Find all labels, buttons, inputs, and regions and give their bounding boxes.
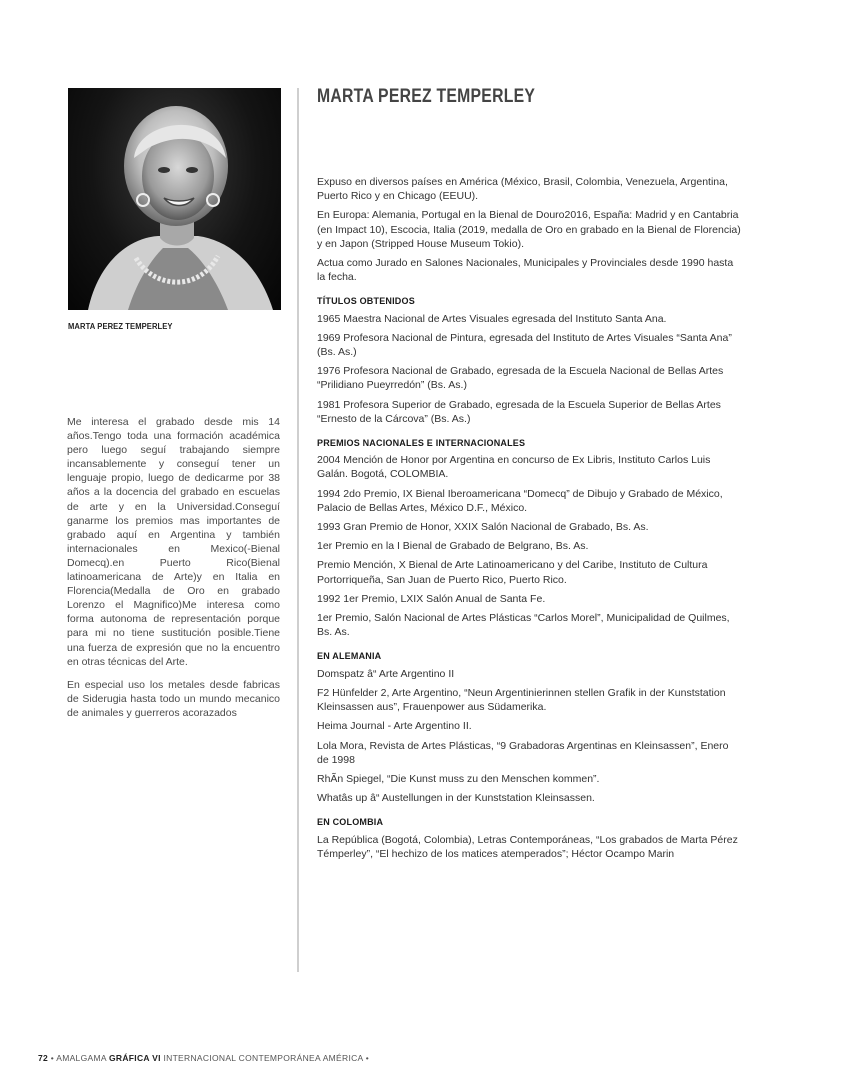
page-footer [38, 1053, 369, 1063]
list-item: 1er Premio en la I Bienal de Grabado de Belgrano, Bs. As. [317, 540, 589, 553]
list-item: Premio Mención, X Bienal de Arte Latinoamericano y del Caribe, Instituto de Cultura Portorriqueña, San Juan de Puerto Rico, Puerto Rico. [317, 559, 708, 586]
footer-bullet-end: • [365, 1053, 370, 1063]
list-item: 1965 Maestra Nacional de Artes Visuales egresada del Instituto Santa Ana. [317, 312, 667, 325]
list-item: Whatâs up â“ Austellungen in der Kunststation Kleinsassen. [317, 792, 595, 805]
photo-caption: MARTA PEREZ TEMPERLEY [68, 322, 173, 331]
intro-paragraph: Expuso en diversos países en América (México, Brasil, Colombia, Venezuela, Argentina, Puerto Rico y en Chicago (EEUU). [317, 176, 728, 203]
section-heading-premios: PREMIOS NACIONALES E INTERNACIONALES [317, 438, 526, 449]
list-item: 1er Premio, Salón Nacional de Artes Plásticas “Carlos Morel”, Municipalidad de Quilmes, Bs. As. [317, 612, 730, 639]
statement-paragraph: En especial uso los metales desde fabricas de Siderugia hasta todo un mundo mecanico de animales y guerreros acorazados [67, 678, 280, 719]
artist-photo [68, 88, 281, 310]
list-item: 1969 Profesora Nacional de Pintura, egresada del Instituto de Artes Visuales “Santa Ana” (Bs. As.) [317, 331, 732, 359]
section-heading-titulos: TÍTULOS OBTENIDOS [317, 296, 415, 307]
list-item: 1993 Gran Premio de Honor, XXIX Salón Nacional de Grabado, Bs. As. [317, 521, 649, 534]
section-heading-alemania: EN ALEMANIA [317, 651, 382, 662]
list-item: 1981 Profesora Superior de Grabado, egresada de la Escuela Superior de Bellas Artes “Ernesto de la Cárcova” (Bs. As.) [317, 398, 721, 425]
artist-statement [67, 415, 280, 729]
section-heading-colombia: EN COLOMBIA [317, 817, 384, 828]
list-item: F2 Hünfelder 2, Arte Argentino, “Neun Argentinierinnen stellen Grafik in der Kunststation Kleinsassen aus”, Frauenpower aus Südamerika. [317, 686, 726, 714]
list-item: 1994 2do Premio, IX Bienal Iberoamericana “Domecq” de Dibujo y Grabado de México, Palacio de Bellas Artes, México D.F., México. [317, 487, 723, 514]
footer-subtitle: INTERNACIONAL CONTEMPORÁNEA AMÉRICA [163, 1053, 364, 1063]
page-title: MARTA PEREZ TEMPERLEY [317, 86, 536, 107]
intro-paragraph: Actua como Jurado en Salones Nacionales, Municipales y Provinciales desde 1990 hasta la fecha. [317, 257, 734, 284]
list-item: La República (Bogotá, Colombia), Letras Contemporáneas, “Los grabados de Marta Pérez Témperley”, “El hechizo de los matices atemperados”; Héctor Ocampo Marin [317, 833, 738, 860]
biography [317, 175, 742, 866]
footer-edition: GRÁFICA VI [109, 1053, 161, 1063]
list-item: 2004 Mención de Honor por Argentina en concurso de Ex Libris, Instituto Carlos Luis Galán. Bogotá, COLOMBIA. [317, 454, 711, 481]
footer-bullet: • [50, 1053, 55, 1063]
list-item: Heima Journal - Arte Argentino II. [317, 720, 472, 733]
column-divider [297, 88, 299, 972]
list-item: RhÃn Spiegel, “Die Kunst muss zu den Menschen kommen”. [317, 772, 600, 785]
list-item: 1992 1er Premio, LXIX Salón Anual de Santa Fe. [317, 592, 546, 605]
list-item: 1976 Profesora Nacional de Grabado, egresada de la Escuela Nacional de Bellas Artes “Prilidiano Pueyrredón” (Bs. As.) [317, 365, 724, 392]
intro-paragraph: En Europa: Alemania, Portugal en la Bienal de Douro2016, España: Madrid y en Cantabria (en Impact 10), Escocia, Italia (2019, medalla de Oro en grabado en la Bienal de Florencia) y en Japon (Stripped House Museum Tokio). [317, 209, 741, 250]
list-item: Lola Mora, Revista de Artes Plásticas, “9 Grabadoras Argentinas en Kleinsassen”, Enero de 1998 [317, 739, 729, 766]
list-item: Domspatz â“ Arte Argentino II [317, 667, 455, 680]
footer-publication: AMALGAMA [56, 1053, 107, 1063]
statement-paragraph: Me interesa el grabado desde mis 14 años.Tengo toda una formación académica pero luego seguí trabajando siempre incansablemente y conseguí tener un lenguaje propio, luego de dedicarme por 38 años a la docencia del grabado en escuelas de arte y en la Universidad.Conseguí ganarme los premios mas importantes de grabado aquí en Argentina y también internacionales en Mexico(-Bienal Domecq).en Puerto Rico(Bienal latinoamericana de Arte)y en Italia en Florencia(Medalla de Oro en grabado Lorenzo el Magnifico)Me interesa como forma autonoma de representación porque para mi no tiene sustitución posible.Tiene una fuerza de expresión que no la encuentro en otras técnicas del Arte. [67, 416, 280, 668]
page-number: 72 [38, 1053, 49, 1063]
